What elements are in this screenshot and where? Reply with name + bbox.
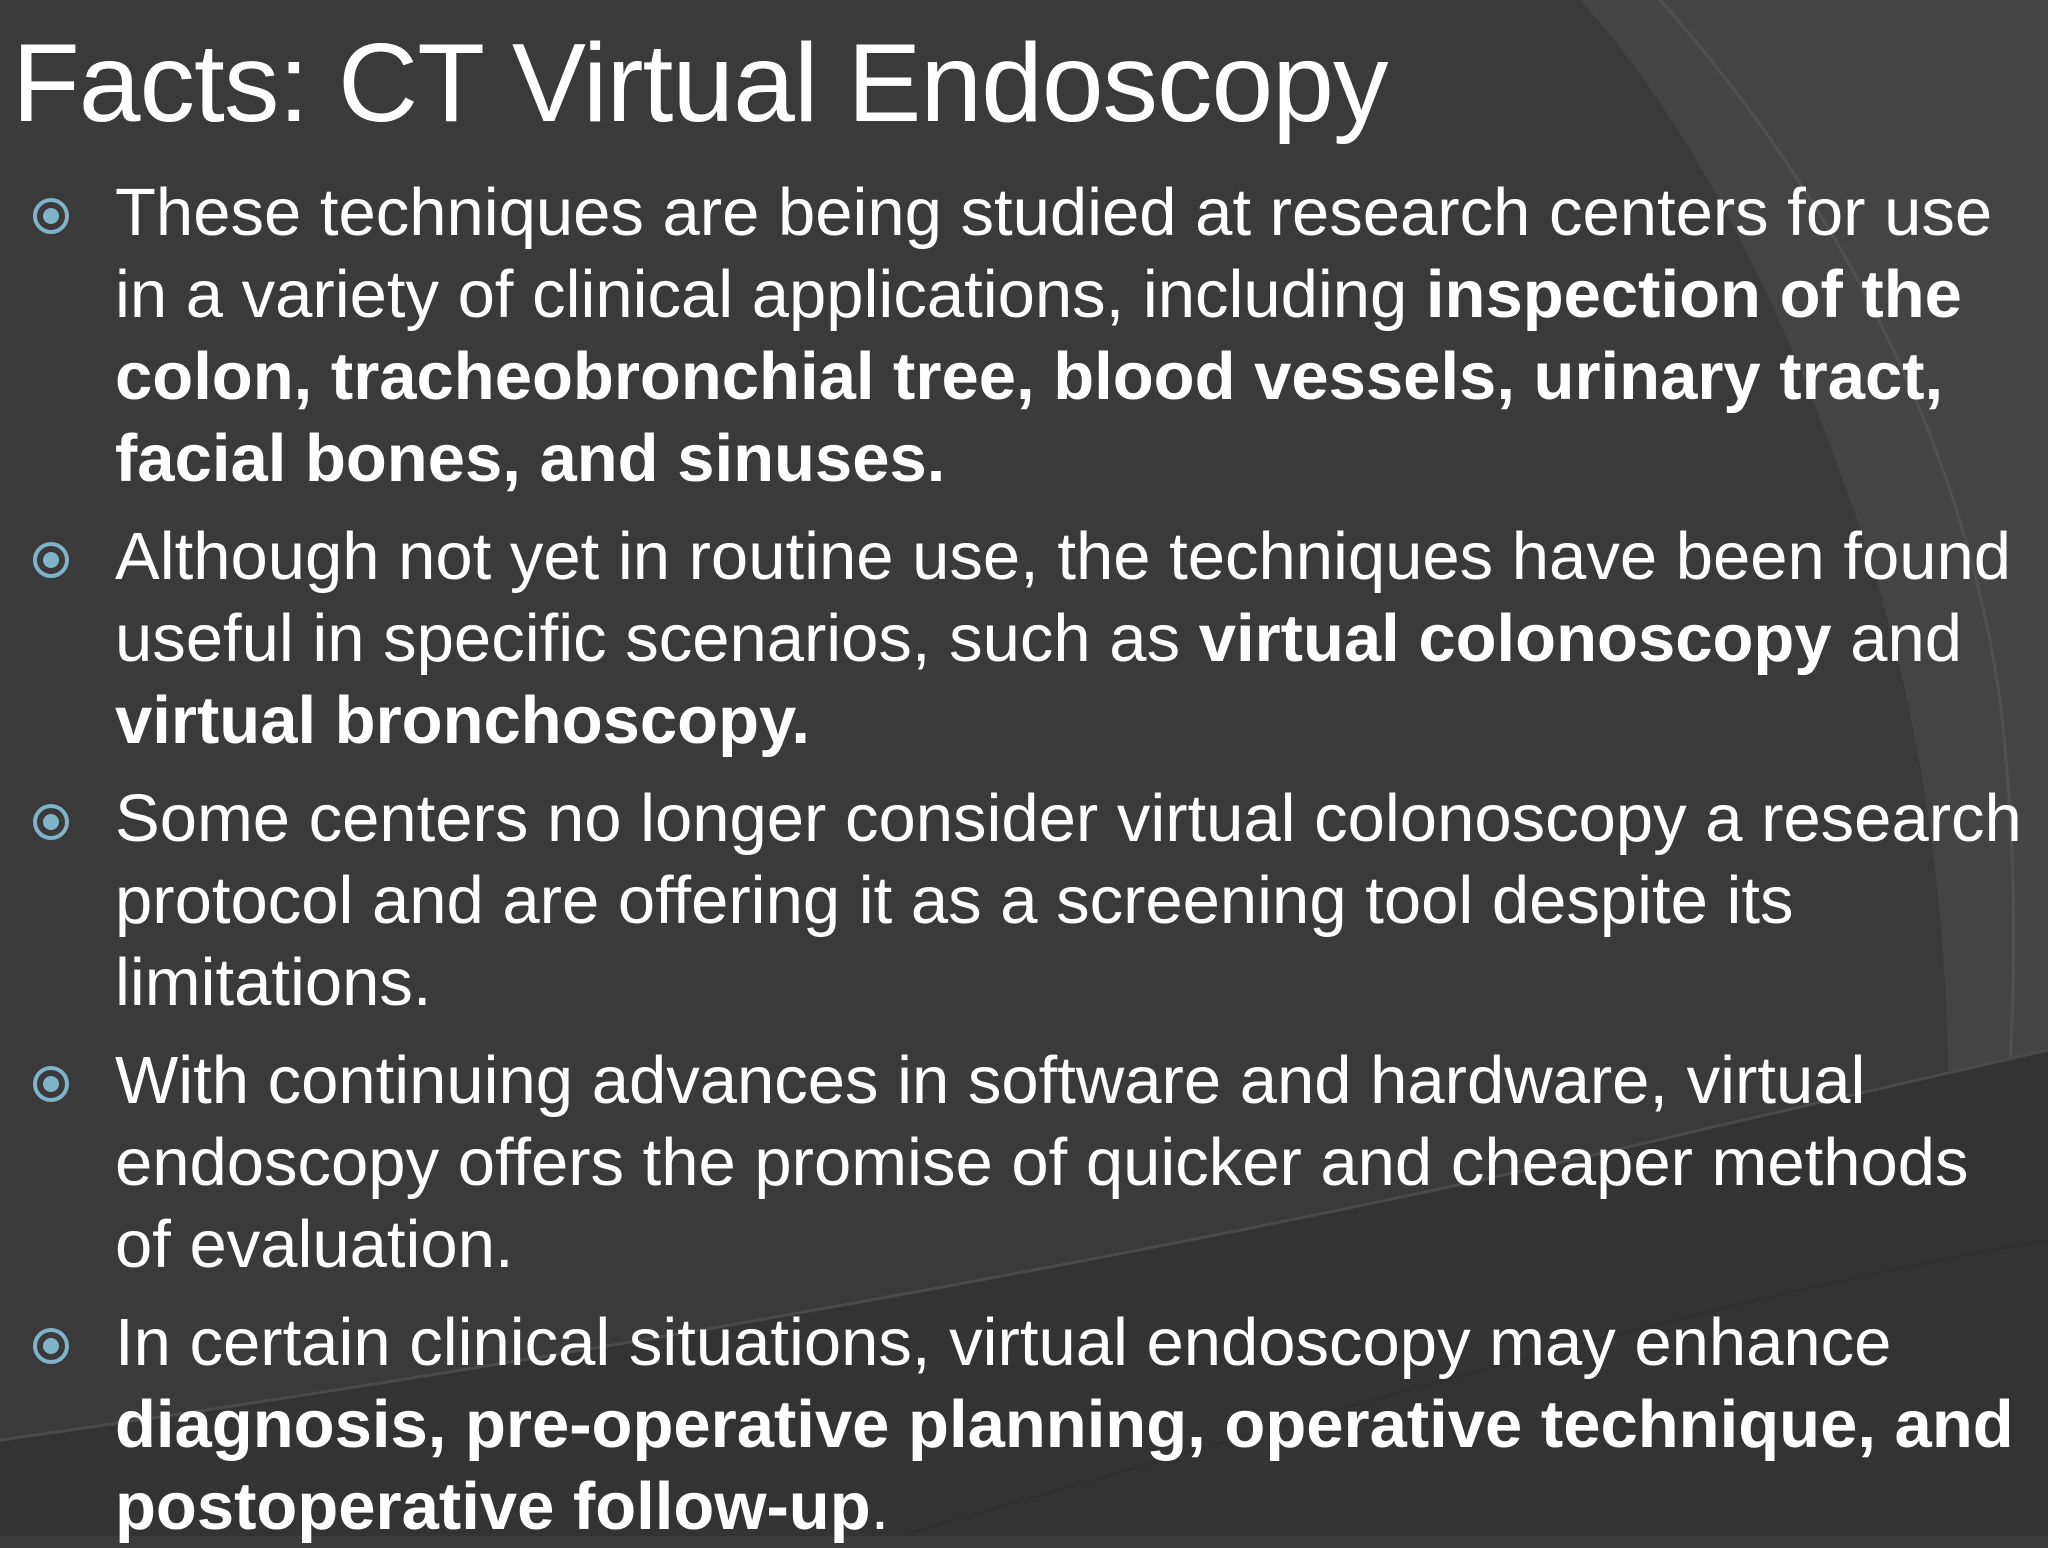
bullet-item: [0, 1040, 2030, 1286]
bullet-marker-icon: [32, 1327, 70, 1365]
bullet-text-bold: virtual bronchoscopy.: [115, 683, 810, 758]
bullet-text: and: [1831, 601, 1962, 676]
bullet-list: [0, 172, 2048, 1548]
bullet-text-bold: diagnosis, pre-operative planning, operative technique, and postoperative follow-up: [115, 1387, 2014, 1544]
bullet-text: Although not yet in routine use, the techniques have been found useful in specific scenarios, such as: [115, 519, 2012, 676]
bullet-marker-icon: [32, 541, 70, 579]
bullet-text: These techniques are being studied at research centers for use in a variety of clinical applications, including: [115, 175, 1993, 332]
bullet-text: In certain clinical situations, virtual endoscopy may enhance: [115, 1305, 1892, 1380]
slide-title: Facts: CT Virtual Endoscopy: [12, 21, 1388, 145]
bullet-item: [0, 516, 2030, 762]
bullet-marker-icon: [32, 1065, 70, 1103]
bullet-text-bold: virtual colonoscopy: [1198, 601, 1832, 676]
bullet-text: Some centers no longer consider virtual colonoscopy a research protocol and are offering it as a screening tool despite its limitations.: [115, 781, 2022, 1020]
bullet-item: [0, 1302, 2030, 1548]
bullet-item: [0, 172, 2030, 500]
bullet-marker-icon: [32, 197, 70, 235]
bullet-text-bold: inspection of the colon, tracheobronchial tree, blood vessels, urinary tract, facial bones, and sinuses.: [115, 257, 1962, 496]
bullet-text: With continuing advances in software and hardware, virtual endoscopy offers the promise of quicker and cheaper methods of evaluation.: [115, 1043, 1969, 1282]
bullet-item: [0, 778, 2030, 1024]
bullet-marker-icon: [32, 803, 70, 841]
bullet-text: .: [870, 1469, 890, 1544]
